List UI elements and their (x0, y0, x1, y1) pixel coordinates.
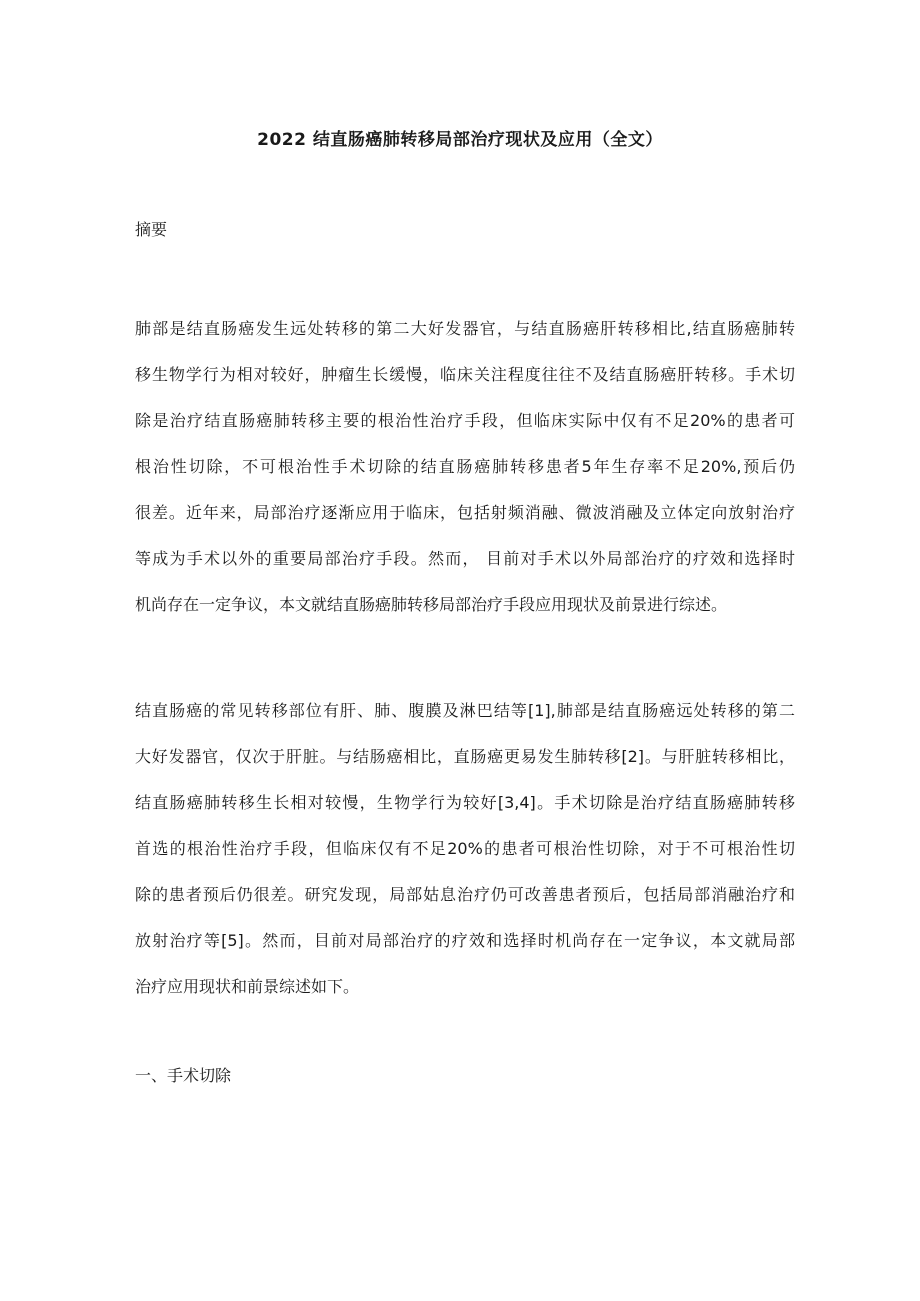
intro-line: 放射治疗等[5]。然而，目前对局部治疗的疗效和选择时机尚存在一定争议，本文就局部 (135, 931, 795, 950)
intro-line: 除的患者预后仍很差。研究发现，局部姑息治疗仍可改善患者预后，包括局部消融治疗和 (135, 885, 795, 904)
intro-line: 结直肠癌肺转移生长相对较慢，生物学行为较好[3,4]。手术切除是治疗结直肠癌肺转移 (135, 793, 795, 812)
abstract-line: 肺部是结直肠癌发生远处转移的第二大好发器官，与结直肠癌肝转移相比,结直肠癌肺转 (135, 319, 795, 338)
abstract-paragraph (135, 314, 795, 636)
intro-line: 大好发器官，仅次于肝脏。与结肠癌相比，直肠癌更易发生肺转移[2]。与肝脏转移相比， (135, 747, 795, 766)
abstract-line: 移生物学行为相对较好，肿瘤生长缓慢，临床关注程度往往不及结直肠癌肝转移。手术切 (135, 365, 795, 384)
intro-line: 首选的根治性治疗手段，但临床仅有不足20%的患者可根治性切除，对于不可根治性切 (135, 839, 795, 858)
intro-line: 结直肠癌的常见转移部位有肝、肺、腹膜及淋巴结等[1],肺部是结直肠癌远处转移的第二 (135, 701, 795, 720)
abstract-line: 很差。近年来，局部治疗逐渐应用于临床，包括射频消融、微波消融及立体定向放射治疗 (135, 503, 795, 522)
intro-line: 治疗应用现状和前景综述如下。 (135, 977, 360, 996)
document-title: 2022 结直肠癌肺转移局部治疗现状及应用（全文） (257, 130, 663, 150)
abstract-line: 除是治疗结直肠癌肺转移主要的根治性治疗手段，但临床实际中仅有不足20%的患者可 (135, 411, 795, 430)
abstract-line: 根治性切除，不可根治性手术切除的结直肠癌肺转移患者5年生存率不足20%,预后仍 (135, 457, 795, 476)
abstract-heading: 摘要 (135, 220, 168, 239)
abstract-line: 等成为手术以外的重要局部治疗手段。然而， 目前对手术以外局部治疗的疗效和选择时 (135, 549, 795, 568)
section-heading-surgery: 一、手术切除 (135, 1066, 232, 1085)
intro-paragraph (135, 696, 795, 1018)
abstract-line: 机尚存在一定争议，本文就结直肠癌肺转移局部治疗手段应用现状及前景进行综述。 (135, 595, 728, 614)
